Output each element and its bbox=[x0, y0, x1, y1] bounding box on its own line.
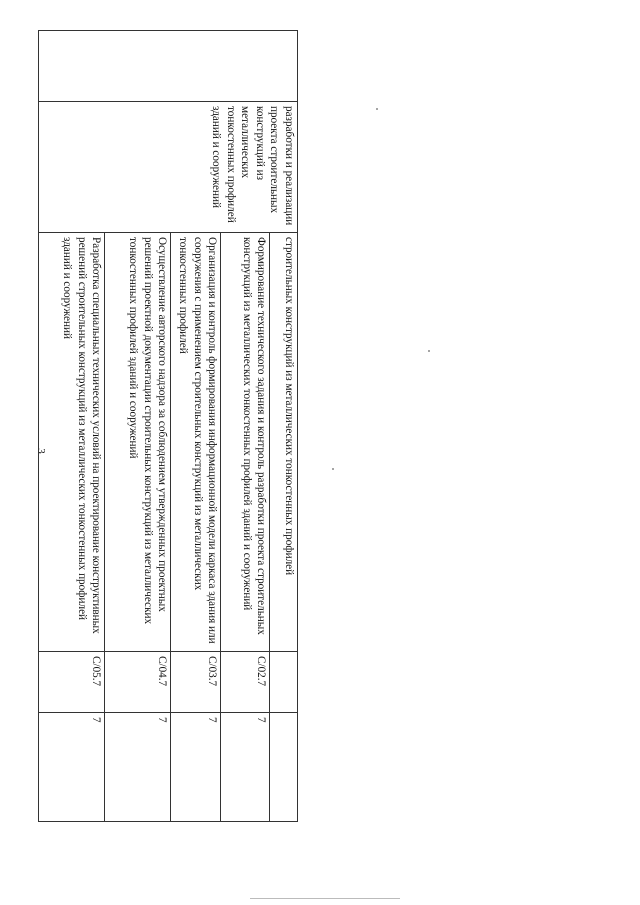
level-text: 7 bbox=[206, 717, 219, 723]
code-cell bbox=[105, 652, 171, 713]
work-text: строительных конструкций из металлических тонкостенных профилей bbox=[283, 237, 295, 576]
level-text: 7 bbox=[90, 717, 103, 723]
work-text: Организация и контроль формирования информационной модели каркаса здания или сооружения с применением строительных конструкций из металлических тонкостенных профилей bbox=[177, 237, 219, 644]
table-landscape bbox=[38, 30, 298, 820]
function-name: разработки и реализации проекта строительных конструкций из металлических тонкостенных профилей зданий и сооружений bbox=[210, 106, 295, 226]
code-cell bbox=[221, 652, 270, 713]
work-cell bbox=[221, 233, 270, 652]
rotated-table-area bbox=[38, 30, 298, 820]
code-cell bbox=[270, 652, 298, 713]
work-text: Формирование технического задания и контроль разработки проекта строительных конструкций из металлических тонкостенных профилей зданий и сооружений bbox=[240, 237, 268, 635]
code-text: C/03.7 bbox=[206, 656, 219, 687]
scan-speck bbox=[332, 468, 334, 470]
scan-speck bbox=[376, 108, 378, 110]
work-cell bbox=[270, 233, 298, 652]
code-text: C/05.7 bbox=[90, 656, 103, 687]
work-cell bbox=[105, 233, 171, 652]
work-cell bbox=[171, 233, 221, 652]
work-cell bbox=[39, 233, 105, 652]
function-name-cell bbox=[39, 102, 298, 233]
scan-speck bbox=[428, 350, 430, 352]
scan-edge-line bbox=[250, 898, 400, 899]
functions-table bbox=[38, 30, 298, 822]
level-cell bbox=[171, 713, 221, 822]
level-cell bbox=[39, 713, 105, 822]
work-text: Осуществление авторского надзора за соблюдением утвержденных проектных решений проектной документации строительных конструкций из металлических тонкостенных профилей зданий и сооружений bbox=[127, 237, 169, 625]
code-text: C/04.7 bbox=[156, 656, 169, 687]
empty-column-cell bbox=[39, 31, 298, 102]
level-cell bbox=[270, 713, 298, 822]
table-row bbox=[270, 31, 298, 822]
code-text: C/02.7 bbox=[255, 656, 268, 687]
code-cell bbox=[39, 652, 105, 713]
code-cell bbox=[171, 652, 221, 713]
level-cell bbox=[221, 713, 270, 822]
work-text: Разработка специальных технических условий на проектирование конструктивных решений строительных конструкций из металлических тонкостенных профилей зданий и сооружений bbox=[61, 237, 103, 634]
level-cell bbox=[105, 713, 171, 822]
level-text: 7 bbox=[255, 717, 268, 723]
page-number: 3 bbox=[34, 448, 47, 454]
level-text: 7 bbox=[156, 717, 169, 723]
